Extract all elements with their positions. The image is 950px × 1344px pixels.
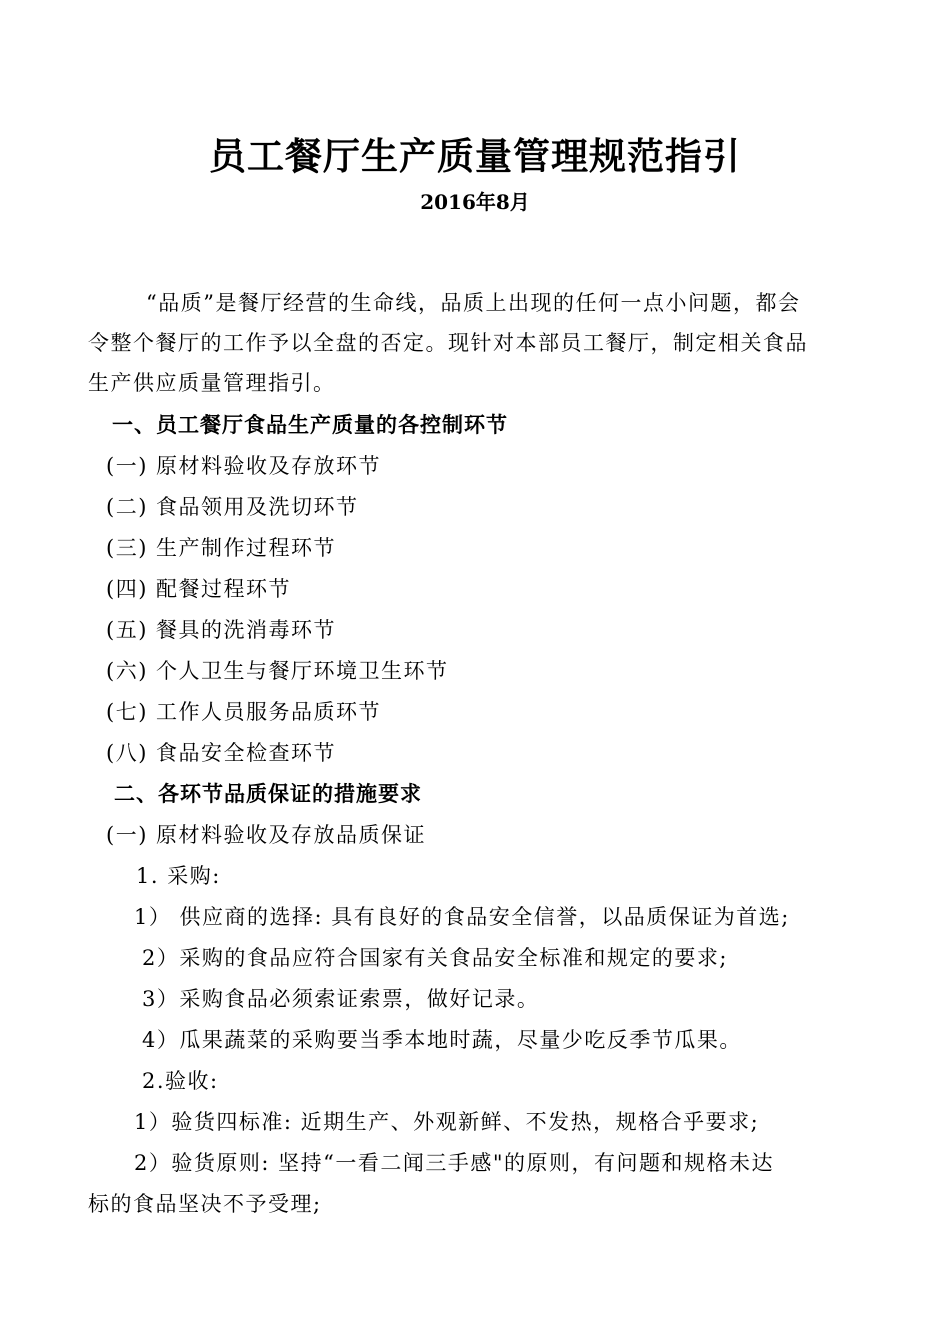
intro-line-3: 生产供应质量管理指引。 (88, 371, 336, 395)
section-1-item: (七) 工作人员服务品质环节 (106, 700, 382, 724)
intro-line-1: “品质”是餐厅经营的生命线，品质上出现的任何一点小问题，都会 (146, 291, 801, 315)
purchase-item: 3）采购食品必须索证索票，做好记录。 (142, 987, 540, 1011)
section-2-subheading: (一) 原材料验收及存放品质保证 (106, 823, 427, 847)
intro-paragraph (88, 283, 868, 403)
purchase-item: 2）采购的食品应符合国家有关食品安全标准和规定的要求; (142, 946, 728, 970)
purchase-item: 4）瓜果蔬菜的采购要当季本地时蔬，尽量少吃反季节瓜果。 (142, 1028, 742, 1052)
acceptance-item-line-1: 2）验货原则: 坚持“一看二闻三手感"的原则，有问题和规格未达 (134, 1151, 775, 1175)
purchase-item: 1） 供应商的选择: 具有良好的食品安全信誉，以品质保证为首选; (134, 905, 790, 929)
section-1-item: (八) 食品安全检查环节 (106, 741, 337, 765)
intro-line-2: 令整个餐厅的工作予以全盘的否定。现针对本部员工餐厅，制定相关食品 (88, 331, 808, 355)
section-1-item: (四) 配餐过程环节 (106, 577, 292, 601)
acceptance-item: 1）验货四标准: 近期生产、外观新鲜、不发热，规格合乎要求; (134, 1110, 760, 1134)
section-1-item: (一) 原材料验收及存放环节 (106, 454, 382, 478)
section-1-item: (六) 个人卫生与餐厅环境卫生环节 (106, 659, 449, 683)
section-1-item: (三) 生产制作过程环节 (106, 536, 337, 560)
document-date: 2016年8月 (420, 190, 530, 214)
acceptance-label: 2.验收: (142, 1069, 219, 1093)
purchase-label: 1. 采购: (136, 864, 221, 888)
section-1-item: (五) 餐具的洗消毒环节 (106, 618, 337, 642)
acceptance-item-line-2: 标的食品坚决不予受理; (88, 1192, 322, 1216)
section-2-heading: 二、各环节品质保证的措施要求 (114, 781, 422, 806)
section-1-item: (二) 食品领用及洗切环节 (106, 495, 359, 519)
document-title: 员工餐厅生产质量管理规范指引 (209, 134, 741, 178)
section-1-heading: 一、员工餐厅食品生产质量的各控制环节 (112, 412, 508, 437)
